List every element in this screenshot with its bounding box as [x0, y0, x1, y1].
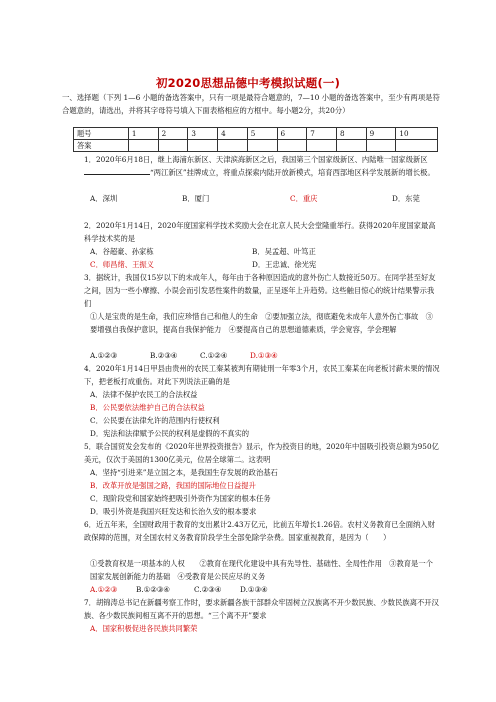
table-cell: 1 [128, 128, 158, 140]
question-6-items: ①受教育权是一项基本的人权 ②教育在现代化建设中具有先导性、基础性、全局性作用 ③教育是一个国家发展创新能力的基础 ④受教育是公民应尽的义务 [90, 559, 433, 581]
question-6: 6．近五年来，全国财政用于教育的支出累计2.43万亿元，比前五年增长1.26倍。农村义务教育已全面纳入财政保障的范围，对全国农村义务教育阶段学生全部免除学杂费。国家重视教育，是因为（ ） [84, 520, 435, 542]
question-4: 4．2020年1月14日甲县由贵州的农民工秦某被判有期徒刑一年零3个月，农民工秦某在向老板讨薪未果的情况下，把老板打成重伤。对此下列说法正确的是 [84, 364, 440, 386]
question-stem: 1．2020年6月18日，继上海浦东新区、天津滨海新区之后，我国第三个国家级新区、内陆唯一国家级新区 [84, 155, 428, 164]
answer-cell[interactable] [158, 140, 188, 152]
answer-table-answer-row [74, 140, 438, 152]
option-b-answer[interactable]: B．改革开放是强国之路，我国的国际地位日益提升 [90, 481, 256, 490]
fill-blank [84, 166, 150, 175]
option-a[interactable]: A．坚持“引进来”是立国之本，是我国生存发展的政治基石 [90, 468, 278, 477]
answer-cell[interactable] [307, 140, 337, 152]
table-cell: 10 [396, 128, 438, 140]
answer-cell[interactable] [247, 140, 277, 152]
option-c[interactable]: C.②③④ [194, 585, 222, 594]
table-cell: 6 [277, 128, 307, 140]
page-title: 初2020思想品德中考模拟试题(一) [155, 76, 341, 90]
option-d-answer[interactable]: D.①③④ [250, 351, 278, 360]
table-cell: 3 [188, 128, 218, 140]
answer-table [73, 127, 438, 152]
table-cell: 9 [366, 128, 396, 140]
question-3-items: ①人是宝贵的是生命，我们应珍惜自己和他人的生命 ②要加强立法，彻底避免未成年人意外伤亡事故 ③要增强自我保护意识，提高自我保护能力 ④要提高自己的思想道德素质，学会宽容，学会理解 [90, 312, 433, 334]
answer-cell[interactable] [218, 140, 248, 152]
option-a-answer[interactable]: A．国家积极促进各民族共同繁荣 [90, 624, 198, 633]
table-cell: 4 [218, 128, 248, 140]
option-b[interactable]: B.①②③④ [136, 585, 170, 594]
question-stem: “两江新区”挂牌成立，将重点探索内陆开放新模式，培育西部地区科学发展新的增长极。 [150, 168, 435, 177]
answer-cell[interactable] [188, 140, 218, 152]
option-c-answer[interactable]: C．重庆 [290, 194, 318, 203]
question-7: 7．胡锦涛总书记在新疆考察工作时，要求新疆各族干部群众牢固树立汉族离不开少数民族、少数民族离不开汉族、各少数民族间相互离不开的思想。“三个离不开”要求 [84, 598, 439, 620]
option-c[interactable]: C．现阶段党和国家始终把吸引外资作为国家的根本任务 [90, 494, 271, 503]
option-d[interactable]: D．东莞 [392, 194, 420, 203]
option-b-answer[interactable]: B．公民要依法维护自己的合法权益 [90, 403, 205, 412]
option-a[interactable]: A．谷超豪、孙家栋 [90, 247, 154, 256]
answer-cell[interactable] [366, 140, 396, 152]
question-2: 2．2020年1月14日，2020年度国家科学技术奖励大会在北京人民大会堂隆重举行。获得2020年度国家最高科学技术奖的是 [84, 221, 436, 243]
option-a[interactable]: A．深圳 [90, 194, 118, 203]
section-instructions [62, 91, 440, 117]
option-b[interactable]: B.②③④ [150, 351, 178, 360]
answer-cell[interactable] [396, 140, 438, 152]
option-b[interactable]: B．厦门 [182, 194, 210, 203]
table-cell: 7 [307, 128, 337, 140]
table-cell: 2 [158, 128, 188, 140]
option-d[interactable]: D．宪法和法律赋予公民的权利是虚假的不真实的 [90, 429, 250, 438]
option-c-answer[interactable]: C．师昌绪、王振义 [90, 260, 154, 269]
section-lead: 一、选择题（下列 1—6 小题的备选答案中，只有一项是最符合题意的，7—10 小题的备选答案中，至少有两项是符合题意的，请选出，并将其字母符号填入下面表格相应的方框中。每小题2分，共20分） [62, 93, 440, 115]
answer-cell[interactable] [128, 140, 158, 152]
table-cell: 8 [336, 128, 366, 140]
answer-cell[interactable] [277, 140, 307, 152]
option-d[interactable]: D．王忠诚、徐光宪 [252, 260, 317, 269]
table-cell: 题号 [74, 128, 129, 140]
option-c[interactable]: C．公民要在法律允许的范围内行使权利 [90, 416, 220, 425]
option-d[interactable]: D.①③④ [240, 585, 268, 594]
option-c[interactable]: C.①②④ [200, 351, 228, 360]
option-d[interactable]: D．吸引外资是我国兴旺发达和长治久安的根本要求 [90, 507, 257, 516]
question-5: 5．联合国贸发会发布的《2020年世界投资报告》显示，作为投资目的地，2020年中国吸引投资总额为950亿美元，仅次于美国的1300亿美元，位居全球第二。这表明 [84, 442, 439, 464]
answer-table-header-row [74, 128, 438, 140]
question-1 [84, 153, 442, 179]
option-b[interactable]: B．吴孟超、叶笃正 [252, 247, 316, 256]
answer-cell[interactable] [336, 140, 366, 152]
question-3: 3．据统计，我国仅15岁以下的未成年人，每年由于各种原因造成的意外伤亡人数接近50万。在同学甚至好友之间，因为一些小摩擦、小误会而引发恶性案件的数量，正呈逐年上升趋势。这些触目惊心的统计结果警示我们 [84, 273, 436, 308]
table-cell: 答案 [74, 140, 129, 152]
table-cell: 5 [247, 128, 277, 140]
option-a[interactable]: A.①②③ [90, 351, 118, 360]
option-a-answer[interactable]: A.①②③ [90, 585, 118, 594]
option-a[interactable]: A．法律不保护农民工的合法权益 [90, 390, 198, 399]
